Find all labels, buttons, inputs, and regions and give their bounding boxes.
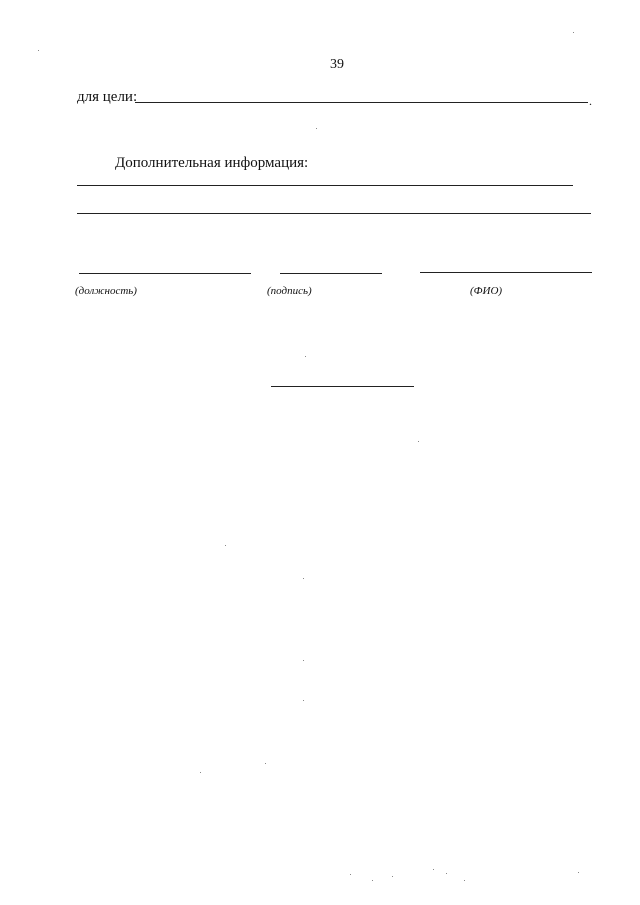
closing-separator-line [271,386,414,387]
additional-info-label: Дополнительная информация: [115,155,309,171]
additional-info-line-1 [77,185,573,186]
additional-info-line-2 [77,213,591,214]
scan-speck [372,880,373,881]
scan-speck [38,50,39,51]
scan-speck [573,32,574,33]
scan-speck [418,441,419,442]
scan-speck [464,880,465,881]
name-caption: (ФИО) [470,285,503,297]
purpose-trailing-mark: . [589,94,592,108]
page-number: 39 [330,57,344,72]
scan-speck [316,128,317,129]
scan-speck [578,872,579,873]
purpose-label: для цели: [77,89,138,105]
position-caption: (должность) [75,285,137,297]
scan-speck [433,869,434,870]
purpose-fill-line [135,102,588,103]
scan-speck [303,578,304,579]
scan-speck [265,763,266,764]
scan-speck [225,545,226,546]
signature-caption: (подпись) [267,285,312,297]
signature-line [280,273,382,274]
scan-speck [303,700,304,701]
purpose-row [77,88,597,108]
scan-speck [305,356,306,357]
scan-speck [350,874,351,875]
position-line [79,273,251,274]
scan-speck [446,873,447,874]
scan-speck [303,660,304,661]
name-line [420,272,592,273]
scan-speck [200,772,201,773]
scan-speck [392,876,393,877]
